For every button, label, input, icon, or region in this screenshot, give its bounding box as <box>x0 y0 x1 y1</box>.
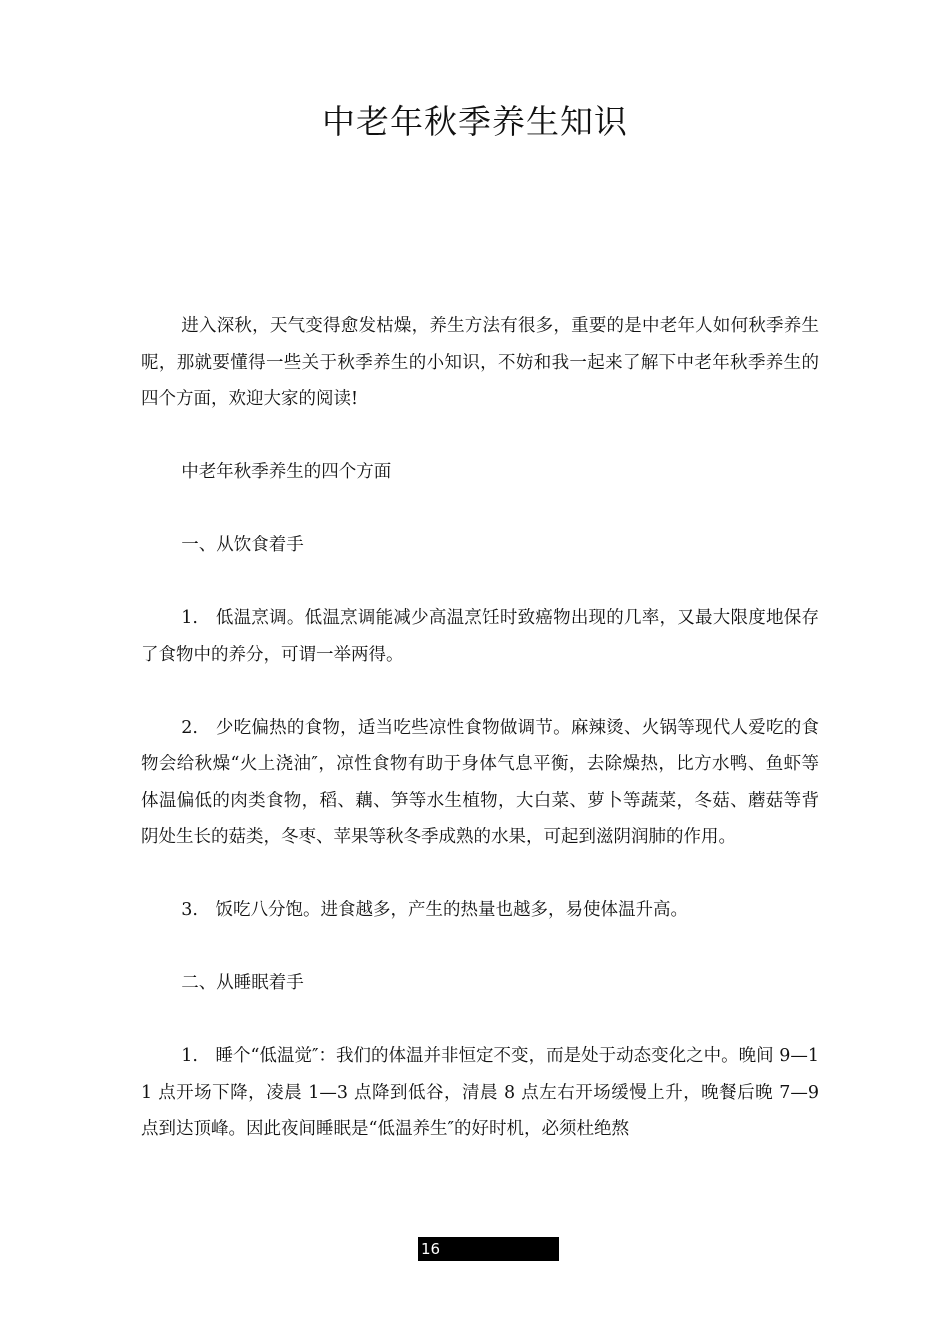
page-number: 16 <box>418 1237 559 1261</box>
section-heading: 中老年秋季养生的四个方面 <box>181 462 392 482</box>
intro-paragraph: 进入深秋，天气变得愈发枯燥，养生方法有很多，重要的是中老年人如何秋季养生呢，那就要懂得一些关于秋季养生的小知识，不妨和我一起来了解下中老年秋季养生的四个方面，欢迎大家的阅读! <box>141 316 819 409</box>
diet-item-3: 3. 饭吃八分饱。进食越多，产生的热量也越多，易使体温升高。 <box>181 900 688 920</box>
document-body <box>141 308 819 1148</box>
sleep-item-1: 1. 睡个“低温觉″：我们的体温并非恒定不变，而是处于动态变化之中。晚间 9—11 点开场下降，凌晨 1—3 点降到低谷，清晨 8 点左右开场缓慢上升，晚餐后晚 7—9 点到达顶峰。因此夜间睡眠是“低温养生″的好时机，必须杜绝熬 <box>141 1046 819 1139</box>
diet-item-1: 1. 低温烹调。低温烹调能减少高温烹饪时致癌物出现的几率，又最大限度地保存了食物中的养分，可谓一举两得。 <box>141 608 819 665</box>
subsection-heading-diet: 一、从饮食着手 <box>181 535 304 555</box>
diet-item-2: 2. 少吃偏热的食物，适当吃些凉性食物做调节。麻辣烫、火锅等现代人爱吃的食物会给秋燥“火上浇油″，凉性食物有助于身体气息平衡，去除燥热，比方水鸭、鱼虾等体温偏低的肉类食物，稻、藕、笋等水生植物，大白菜、萝卜等蔬菜，冬菇、蘑菇等背阴处生长的菇类，冬枣、苹果等秋冬季成熟的水果，可起到滋阴润肺的作用。 <box>141 717 819 847</box>
subsection-heading-sleep: 二、从睡眠着手 <box>181 973 304 993</box>
document-title: 中老年秋季养生知识 <box>322 102 628 141</box>
